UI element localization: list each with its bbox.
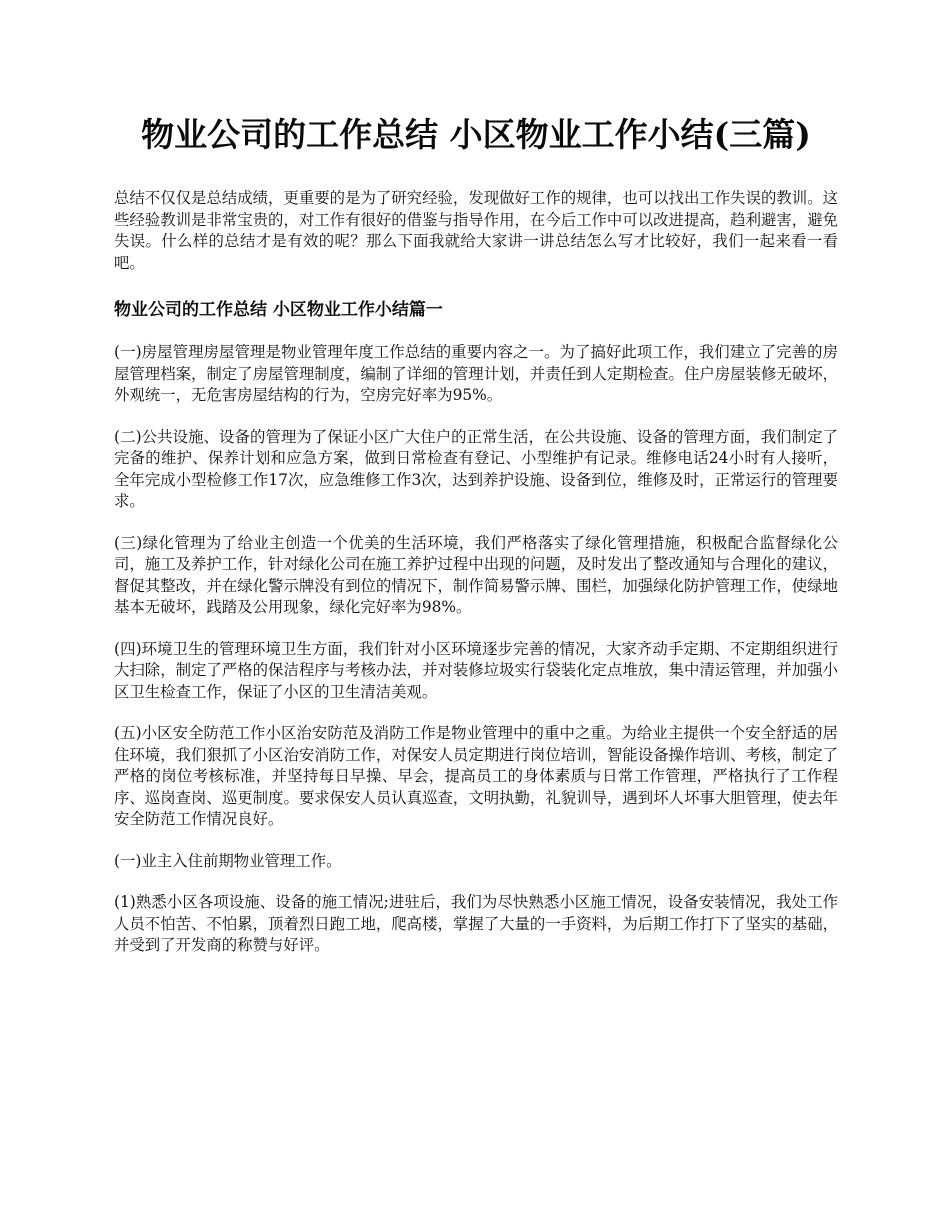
paragraph-housing-management: (一)房屋管理房屋管理是物业管理年度工作总结的重要内容之一。为了搞好此项工作，我们建立了完善的房屋管理档案，制定了房屋管理制度，编制了详细的管理计划，并责任到人定期检查。住户房屋装修无破坏，外观统一，无危害房屋结构的行为，空房完好率为95%。 — [114, 343, 838, 404]
paragraph-greening-management: (三)绿化管理为了给业主创造一个优美的生活环境，我们严格落实了绿化管理措施，积极配合监督绿化公司，施工及养护工作，针对绿化公司在施工养护过程中出现的问题，及时发出了整改通知与合理化的建议，督促其整改，并在绿化警示牌没有到位的情况下，制作简易警示牌、围栏，加强绿化防护管理工作，使绿地基本无破坏，践踏及公用现象，绿化完好率为98%。 — [114, 533, 838, 616]
document-title: 物业公司的工作总结 小区物业工作小结(三篇) — [141, 115, 811, 154]
paragraph-facility-familiarization: (1)熟悉小区各项设施、设备的施工情况;进驻后，我们为尽快熟悉小区施工情况，设备安装情况，我处工作人员不怕苦、不怕累，顶着烈日跑工地，爬高楼，掌握了大量的一手资料，为后期工作打下了坚实的基础，并受到了开发商的称赞与好评。 — [114, 893, 838, 954]
paragraph-security-prevention: (五)小区安全防范工作小区治安防范及消防工作是物业管理中的重中之重。为给业主提供一个安全舒适的居住环境，我们狠抓了小区治安消防工作，对保安人员定期进行岗位培训，智能设备操作培训、考核，制定了严格的岗位考核标准，并坚持每日早操、早会，提高员工的身体素质与日常工作管理，严格执行了工作程序、巡岗查岗、巡更制度。要求保安人员认真巡查，文明执勤，礼貌训导，遇到坏人坏事大胆管理，使去年安全防范工作情况良好。 — [114, 724, 838, 828]
paragraph-environmental-sanitation: (四)环境卫生的管理环境卫生方面，我们针对小区环境逐步完善的情况，大家齐动手定期、不定期组织进行大扫除，制定了严格的保洁程序与考核办法，并对装修垃圾实行袋装化定点堆放，集中清运管理，并加强小区卫生检查工作，保证了小区的卫生清洁美观。 — [114, 639, 838, 701]
section-heading: 物业公司的工作总结 小区物业工作小结篇一 — [114, 300, 443, 320]
paragraph-public-facilities: (二)公共设施、设备的管理为了保证小区广大住户的正常生活，在公共设施、设备的管理方面，我们制定了完备的维护、保养计划和应急方案，做到日常检查有登记、小型维护有记录。维修电话24小时有人接听，全年完成小型检修工作17次，应急维修工作3次，达到养护设施、设备到位，维修及时，正常运行的管理要求。 — [114, 427, 838, 510]
intro-paragraph: 总结不仅仅是总结成绩，更重要的是为了研究经验，发现做好工作的规律，也可以找出工作失误的教训。这些经验教训是非常宝贵的，对工作有很好的借鉴与指导作用，在今后工作中可以改进提高，趋利避害，避免失误。什么样的总结才是有效的呢？那么下面我就给大家讲一讲总结怎么写才比较好，我们一起来看一看吧。 — [114, 189, 838, 272]
paragraph-pre-occupancy: (一)业主入住前期物业管理工作。 — [114, 851, 342, 870]
document-page — [114, 112, 838, 977]
